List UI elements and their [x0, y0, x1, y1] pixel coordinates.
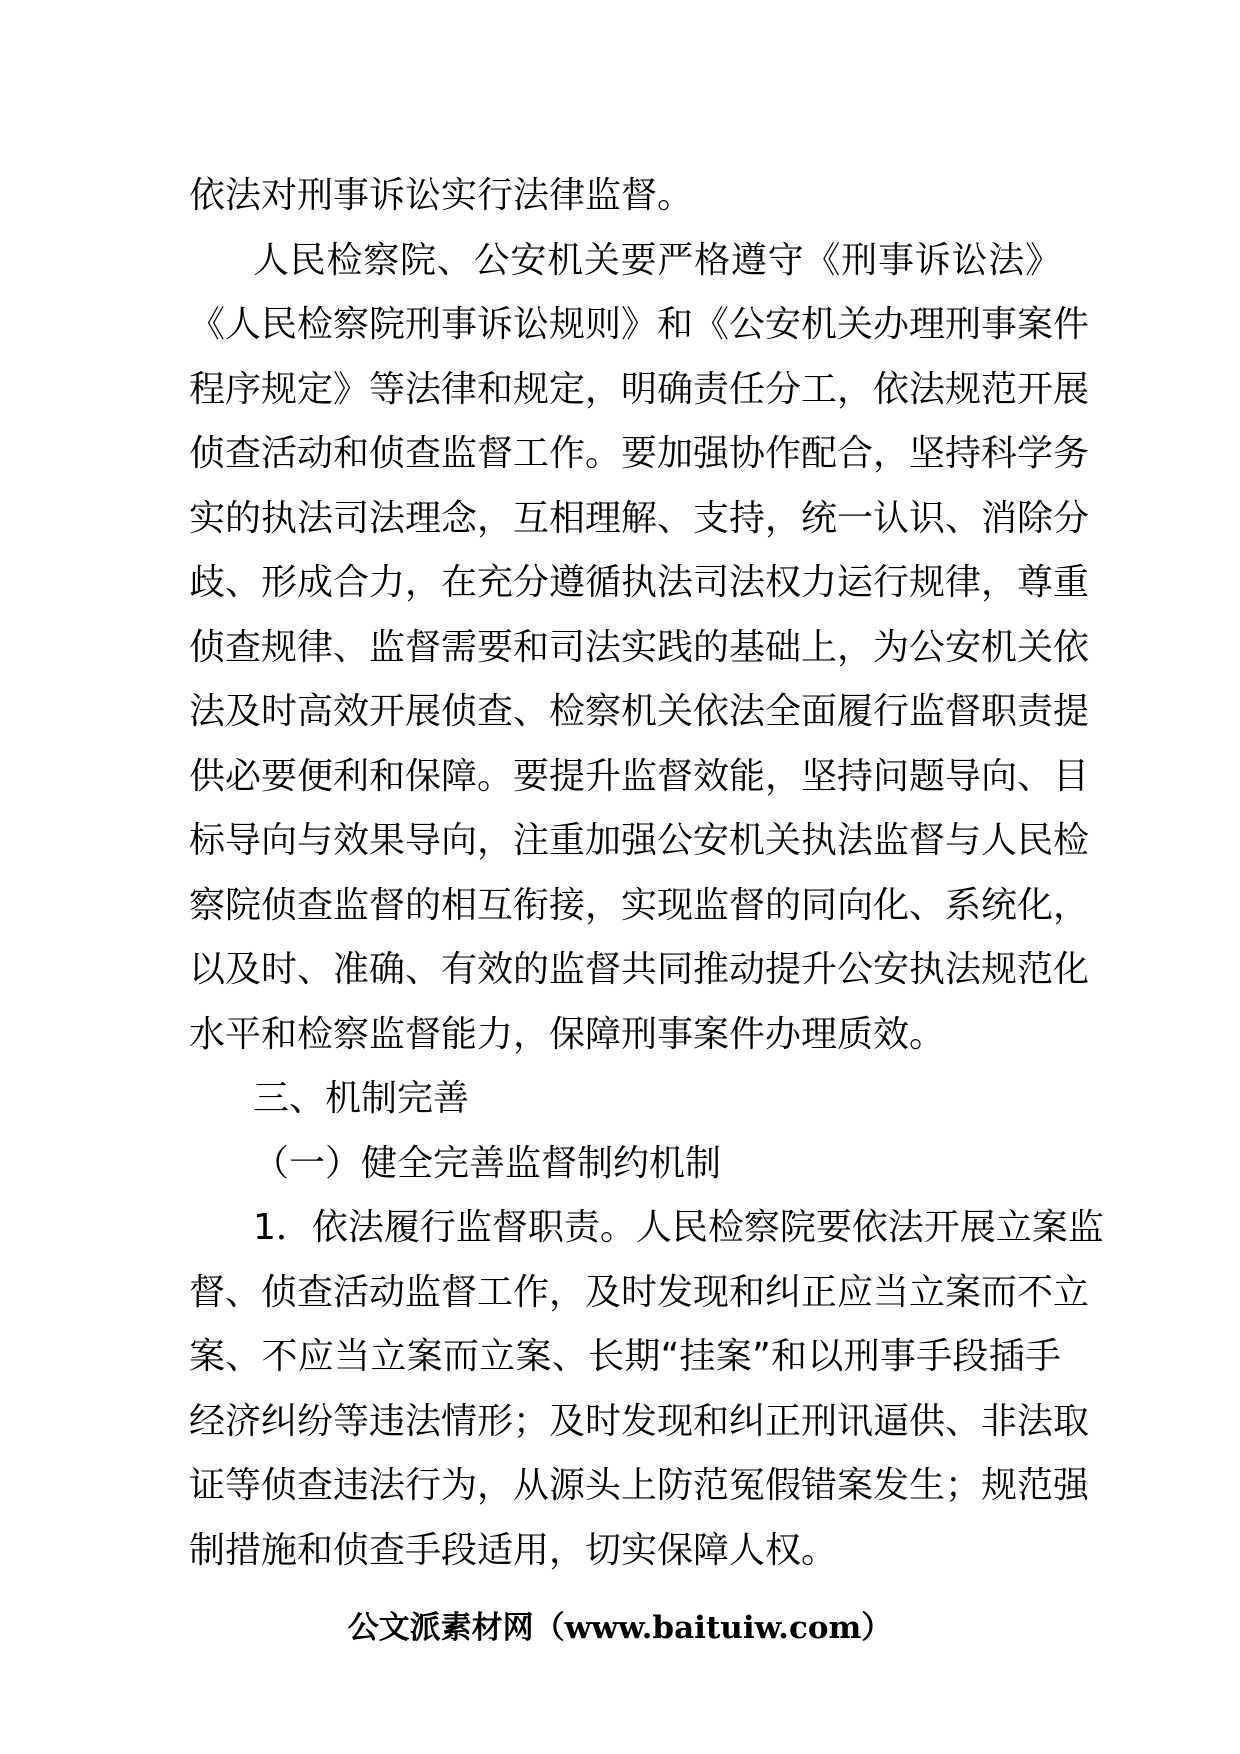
text-line: 人民检察院、公安机关要严格遵守《刑事诉讼法》	[253, 239, 1061, 281]
text-line: 经济纠纷等违法情形；及时发现和纠正刑讯逼供、非法取	[189, 1400, 1090, 1442]
text-line: 1．依法履行监督职责。人民检察院要依法开展立案监	[253, 1207, 1104, 1248]
text-line: 供必要便利和保障。要提升监督效能，坚持问题导向、目	[189, 755, 1090, 797]
subsection-heading: （一）健全完善监督制约机制	[253, 1142, 722, 1184]
text-line: 标导向与效果导向，注重加强公安机关执法监督与人民检	[189, 820, 1090, 861]
text-line: 依法对刑事诉讼实行法律监督。	[189, 175, 694, 216]
text-line: 证等侦查违法行为，从源头上防范冤假错案发生；规范强	[189, 1465, 1090, 1506]
text-line: 法及时高效开展侦查、检察机关依法全面履行监督职责提	[189, 691, 1090, 732]
text-line: 侦查活动和侦查监督工作。要加强协作配合，坚持科学务	[189, 433, 1090, 474]
text-line: 督、侦查活动监督工作，及时发现和纠正应当立案而不立	[189, 1271, 1090, 1313]
text-line: 水平和检察监督能力，保障刑事案件办理质效。	[189, 1013, 946, 1055]
text-line: 以及时、准确、有效的监督共同推动提升公安执法规范化	[189, 949, 1090, 990]
section-heading: 三、机制完善	[253, 1078, 470, 1119]
text-line: 侦查规律、监督需要和司法实践的基础上，为公安机关依	[189, 626, 1090, 668]
text-line: 《人民检察院刑事诉讼规则》和《公安机关办理刑事案件	[189, 304, 1090, 345]
text-line: 案、不应当立案而立案、长期“挂案”和以刑事手段插手	[189, 1336, 1061, 1377]
text-line: 程序规定》等法律和规定，明确责任分工，依法规范开展	[189, 368, 1090, 410]
text-line: 制措施和侦查手段适用，切实保障人权。	[189, 1529, 838, 1571]
text-line: 歧、形成合力，在充分遵循执法司法权力运行规律，尊重	[189, 562, 1090, 603]
footer-watermark: 公文派素材网（www.baituiw.com）	[347, 1610, 893, 1646]
text-line: 实的执法司法理念，互相理解、支持，统一认识、消除分	[189, 497, 1090, 539]
body-text	[189, 164, 1104, 1583]
text-line: 察院侦查监督的相互衔接，实现监督的同向化、系统化，	[189, 884, 1090, 926]
